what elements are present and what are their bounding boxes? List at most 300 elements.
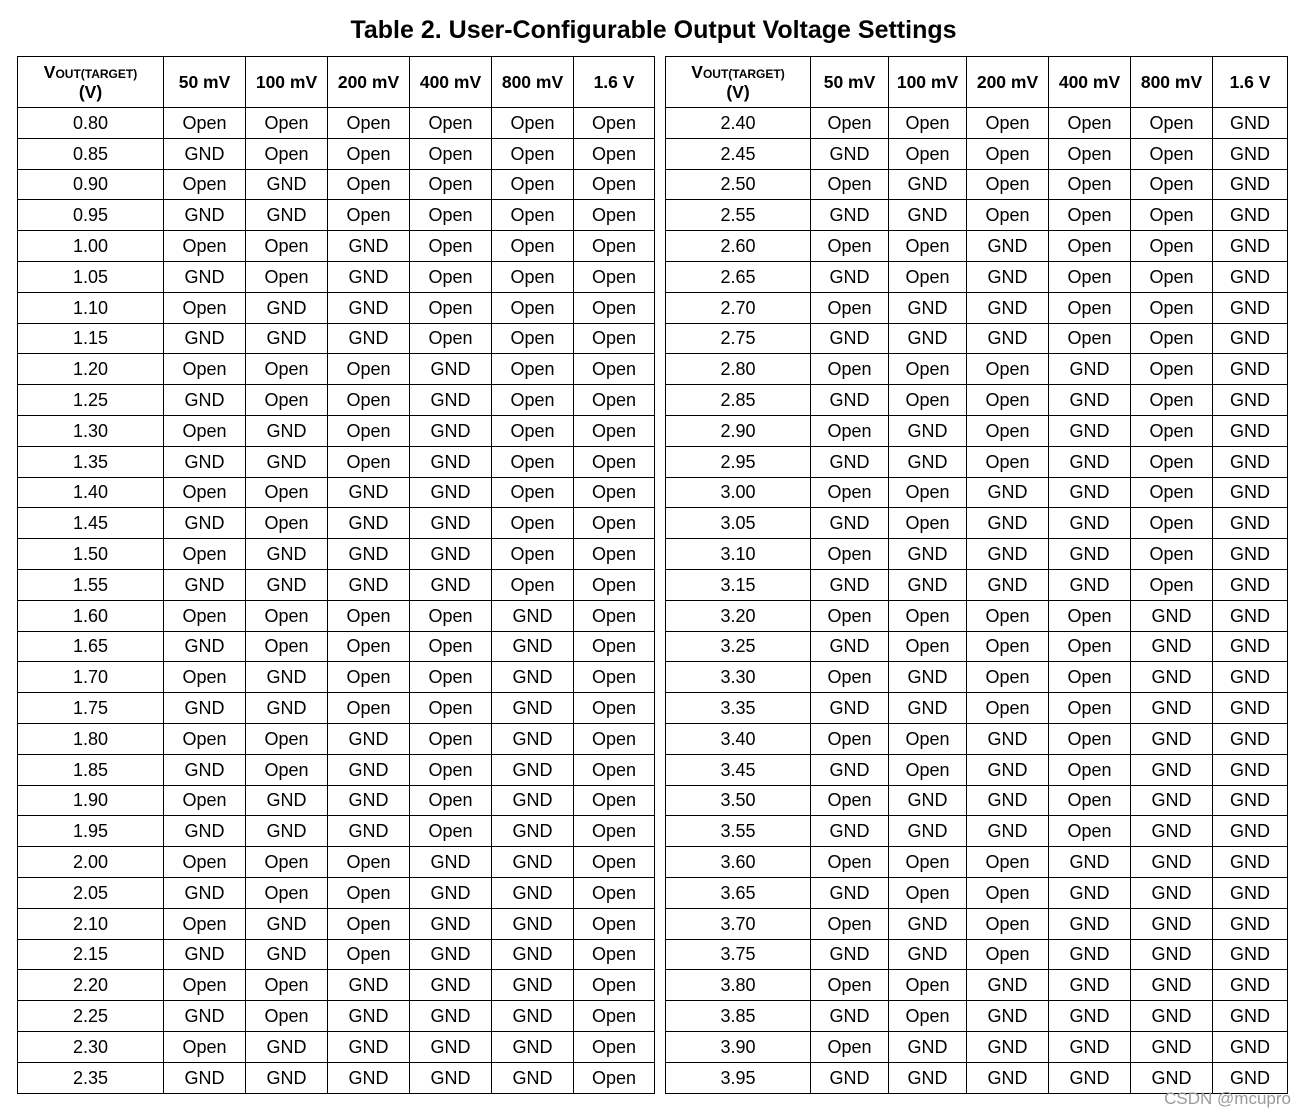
pin-setting-cell: GND [1049,446,1131,477]
vout-value-cell: 3.90 [666,1031,811,1062]
table-row [666,108,1288,139]
table-row [666,723,1288,754]
pin-setting-cell: Open [1049,693,1131,724]
pin-setting-cell: GND [410,970,492,1001]
vout-value-cell: 2.85 [666,385,811,416]
pin-setting-cell: Open [1049,631,1131,662]
pin-setting-cell: GND [492,970,574,1001]
table-row [18,785,655,816]
pin-setting-cell: GND [1213,415,1288,446]
pin-setting-cell: Open [1131,508,1213,539]
pin-setting-cell: GND [1213,569,1288,600]
pin-setting-cell: Open [889,108,967,139]
pin-setting-cell: GND [164,323,246,354]
pin-setting-cell: GND [1049,970,1131,1001]
pin-setting-cell: GND [164,1001,246,1032]
pin-setting-cell: Open [811,600,889,631]
vout-value-cell: 1.30 [18,415,164,446]
vout-value-cell: 3.05 [666,508,811,539]
pin-setting-cell: Open [967,354,1049,385]
vout-value-cell: 1.05 [18,261,164,292]
pin-setting-cell: Open [574,816,655,847]
pin-setting-cell: Open [410,631,492,662]
pin-setting-cell: GND [410,1001,492,1032]
pin-setting-cell: GND [164,939,246,970]
vout-value-cell: 3.85 [666,1001,811,1032]
table-row [666,877,1288,908]
table-row [18,261,655,292]
vout-value-cell: 2.95 [666,446,811,477]
pin-setting-cell: Open [246,385,328,416]
pin-setting-cell: Open [410,138,492,169]
pin-setting-cell: Open [328,631,410,662]
pin-setting-cell: Open [811,292,889,323]
vout-value-cell: 2.70 [666,292,811,323]
pin-setting-cell: Open [574,200,655,231]
table-row [18,138,655,169]
pin-setting-cell: GND [967,477,1049,508]
pin-setting-cell: Open [410,662,492,693]
pin-setting-cell: Open [889,723,967,754]
pin-setting-cell: GND [492,693,574,724]
vout-value-cell: 1.75 [18,693,164,724]
table-row [18,970,655,1001]
pin-setting-cell: Open [811,723,889,754]
pin-setting-cell: Open [574,662,655,693]
pin-setting-cell: Open [328,847,410,878]
vout-target-header [666,57,811,108]
pin-setting-cell: GND [889,816,967,847]
pin-setting-cell: GND [889,539,967,570]
table-row [666,138,1288,169]
pin-setting-cell: Open [574,693,655,724]
table-row [666,292,1288,323]
pin-setting-cell: Open [811,662,889,693]
pin-setting-cell: Open [246,847,328,878]
pin-setting-cell: GND [889,169,967,200]
pin-setting-cell: GND [1131,1031,1213,1062]
pin-setting-cell: Open [574,385,655,416]
pin-setting-cell: Open [1049,138,1131,169]
pin-setting-cell: GND [811,754,889,785]
pin-setting-cell: Open [811,785,889,816]
table-row [18,200,655,231]
pin-setting-cell: Open [492,477,574,508]
pin-setting-cell: GND [1213,200,1288,231]
pin-setting-cell: GND [410,908,492,939]
table-row [18,323,655,354]
pin-setting-cell: Open [811,970,889,1001]
pin-setting-cell: Open [164,1031,246,1062]
vout-value-cell: 1.65 [18,631,164,662]
vout-value-cell: 1.20 [18,354,164,385]
pin-setting-cell: GND [410,539,492,570]
vout-value-cell: 3.95 [666,1062,811,1093]
pin-setting-cell: GND [1213,385,1288,416]
pin-setting-cell: Open [574,477,655,508]
pin-setting-cell: Open [1131,477,1213,508]
pin-setting-cell: GND [1131,1062,1213,1093]
pin-setting-cell: GND [328,1031,410,1062]
pin-setting-cell: Open [246,631,328,662]
pin-setting-cell: GND [246,200,328,231]
pin-setting-cell: GND [410,847,492,878]
pin-setting-cell: GND [1049,1062,1131,1093]
pin-setting-cell: GND [410,939,492,970]
pin-setting-cell: Open [889,477,967,508]
pin-setting-cell: GND [1213,446,1288,477]
pin-setting-cell: GND [811,385,889,416]
table-row [18,939,655,970]
pin-setting-cell: Open [492,261,574,292]
pin-setting-cell: Open [164,477,246,508]
pin-setting-cell: Open [1049,200,1131,231]
pin-setting-cell: Open [967,631,1049,662]
pin-setting-cell: GND [164,261,246,292]
pin-setting-cell: Open [967,908,1049,939]
pin-setting-cell: Open [328,200,410,231]
pin-setting-cell: Open [574,600,655,631]
pin-setting-cell: GND [164,138,246,169]
pin-setting-cell: Open [574,1031,655,1062]
pin-setting-cell: Open [1049,662,1131,693]
table-row [18,600,655,631]
pin-setting-cell: Open [1131,261,1213,292]
pin-setting-cell: Open [246,600,328,631]
pin-setting-cell: Open [492,169,574,200]
vout-value-cell: 2.40 [666,108,811,139]
pin-setting-cell: GND [1049,939,1131,970]
pin-setting-cell: Open [574,1001,655,1032]
pin-setting-cell: Open [574,292,655,323]
pin-setting-cell: Open [1049,231,1131,262]
table-row [666,847,1288,878]
pin-setting-cell: GND [811,816,889,847]
vout-target-header [18,57,164,108]
pin-setting-cell: Open [889,631,967,662]
pin-setting-cell: GND [1131,600,1213,631]
pin-setting-cell: GND [1131,908,1213,939]
pin-setting-cell: GND [889,785,967,816]
vout-value-cell: 3.50 [666,785,811,816]
pin-setting-cell: GND [1049,569,1131,600]
pin-setting-cell: Open [164,723,246,754]
pin-setting-cell: GND [1213,477,1288,508]
pin-setting-cell: Open [492,415,574,446]
pin-setting-cell: Open [967,600,1049,631]
col-header-400mv: 400 mV [410,57,492,108]
table-row [666,385,1288,416]
pin-setting-cell: GND [492,1062,574,1093]
pin-setting-cell: Open [410,816,492,847]
pin-setting-cell: GND [1213,877,1288,908]
pin-setting-cell: Open [164,539,246,570]
pin-setting-cell: Open [889,877,967,908]
vout-value-cell: 2.00 [18,847,164,878]
pin-setting-cell: Open [967,939,1049,970]
vout-value-cell: 0.85 [18,138,164,169]
pin-setting-cell: Open [574,138,655,169]
table-row [18,754,655,785]
table-row [18,385,655,416]
pin-setting-cell: Open [811,539,889,570]
vout-value-cell: 1.25 [18,385,164,416]
vout-value-cell: 2.45 [666,138,811,169]
pin-setting-cell: GND [1213,816,1288,847]
pin-setting-cell: GND [492,1001,574,1032]
pin-setting-cell: GND [328,292,410,323]
pin-setting-cell: Open [574,569,655,600]
pin-setting-cell: GND [328,816,410,847]
pin-setting-cell: Open [1131,385,1213,416]
table-row [18,508,655,539]
pin-setting-cell: GND [246,785,328,816]
pin-setting-cell: GND [1213,292,1288,323]
pin-setting-cell: Open [492,508,574,539]
pin-setting-cell: Open [1131,354,1213,385]
pin-setting-cell: GND [967,323,1049,354]
pin-setting-cell: GND [811,569,889,600]
pin-setting-cell: GND [410,446,492,477]
vout-value-cell: 2.65 [666,261,811,292]
pin-setting-cell: GND [967,1031,1049,1062]
left-table-body [18,108,655,1094]
pin-setting-cell: Open [328,169,410,200]
pin-setting-cell: GND [967,231,1049,262]
table-row [666,693,1288,724]
vout-value-cell: 2.55 [666,200,811,231]
pin-setting-cell: GND [1213,723,1288,754]
pin-setting-cell: Open [1131,169,1213,200]
pin-setting-cell: GND [246,169,328,200]
vout-symbol: V [691,62,703,82]
pin-setting-cell: GND [328,754,410,785]
table-row [666,1001,1288,1032]
pin-setting-cell: Open [574,939,655,970]
table-row [18,477,655,508]
pin-setting-cell: Open [246,970,328,1001]
pin-setting-cell: Open [574,169,655,200]
right-table-body [666,108,1288,1094]
table-row [666,939,1288,970]
pin-setting-cell: Open [574,847,655,878]
vout-value-cell: 3.45 [666,754,811,785]
pin-setting-cell: Open [1131,569,1213,600]
vout-value-cell: 0.95 [18,200,164,231]
pin-setting-cell: GND [889,1062,967,1093]
vout-value-cell: 1.45 [18,508,164,539]
pin-setting-cell: GND [164,816,246,847]
pin-setting-cell: GND [1131,970,1213,1001]
pin-setting-cell: Open [410,261,492,292]
pin-setting-cell: GND [246,292,328,323]
vout-value-cell: 1.60 [18,600,164,631]
table-row [18,169,655,200]
vout-value-cell: 2.25 [18,1001,164,1032]
pin-setting-cell: Open [967,877,1049,908]
pin-setting-cell: GND [164,446,246,477]
vout-value-cell: 1.40 [18,477,164,508]
pin-setting-cell: GND [246,569,328,600]
pin-setting-cell: GND [889,415,967,446]
pin-setting-cell: GND [1049,1001,1131,1032]
pin-setting-cell: Open [967,415,1049,446]
pin-setting-cell: Open [574,631,655,662]
vout-subscript: OUT(TARGET) [55,67,138,81]
pin-setting-cell: GND [967,816,1049,847]
pin-setting-cell: Open [164,354,246,385]
vout-unit: (V) [726,82,750,102]
pin-setting-cell: GND [811,200,889,231]
pin-setting-cell: GND [328,1062,410,1093]
pin-setting-cell: Open [328,138,410,169]
vout-value-cell: 1.80 [18,723,164,754]
pin-setting-cell: Open [328,662,410,693]
pin-setting-cell: Open [328,415,410,446]
pin-setting-cell: Open [410,785,492,816]
pin-setting-cell: GND [1213,693,1288,724]
vout-value-cell: 2.75 [666,323,811,354]
pin-setting-cell: GND [328,569,410,600]
pin-setting-cell: Open [967,200,1049,231]
pin-setting-cell: GND [811,877,889,908]
table-row [18,446,655,477]
pin-setting-cell: Open [1049,723,1131,754]
pin-setting-cell: Open [164,908,246,939]
pin-setting-cell: Open [811,108,889,139]
pin-setting-cell: Open [492,292,574,323]
pin-setting-cell: GND [889,693,967,724]
pin-setting-cell: Open [328,600,410,631]
pin-setting-cell: Open [1049,785,1131,816]
pin-setting-cell: Open [1131,138,1213,169]
pin-setting-cell: GND [967,1001,1049,1032]
pin-setting-cell: Open [328,446,410,477]
pin-setting-cell: Open [1049,323,1131,354]
pin-setting-cell: Open [328,354,410,385]
table-row [666,508,1288,539]
vout-symbol: V [43,62,56,82]
pin-setting-cell: Open [492,539,574,570]
vout-value-cell: 2.80 [666,354,811,385]
pin-setting-cell: Open [246,261,328,292]
vout-value-cell: 3.20 [666,600,811,631]
table-row [666,908,1288,939]
pin-setting-cell: GND [164,385,246,416]
pin-setting-cell: GND [246,662,328,693]
table-row [666,200,1288,231]
pin-setting-cell: Open [811,231,889,262]
vout-unit: (V) [78,82,103,102]
pin-setting-cell: GND [410,1062,492,1093]
pin-setting-cell: GND [410,508,492,539]
col-header-200mv: 200 mV [328,57,410,108]
table-row [666,1031,1288,1062]
pin-setting-cell: Open [967,169,1049,200]
col-header-1-6v: 1.6 V [1213,57,1288,108]
vout-subscript: OUT(TARGET) [702,67,785,81]
pin-setting-cell: GND [1213,169,1288,200]
pin-setting-cell: Open [574,970,655,1001]
pin-setting-cell: GND [328,1001,410,1032]
pin-setting-cell: GND [1131,847,1213,878]
vout-value-cell: 1.95 [18,816,164,847]
voltage-table-right [665,56,1288,1094]
pin-setting-cell: Open [1131,231,1213,262]
pin-setting-cell: Open [1049,600,1131,631]
table-row [18,354,655,385]
pin-setting-cell: Open [574,1062,655,1093]
vout-value-cell: 2.30 [18,1031,164,1062]
pin-setting-cell: GND [811,939,889,970]
pin-setting-cell: Open [574,754,655,785]
pin-setting-cell: GND [889,200,967,231]
pin-setting-cell: Open [574,539,655,570]
pin-setting-cell: GND [1213,631,1288,662]
pin-setting-cell: Open [164,600,246,631]
pin-setting-cell: Open [410,200,492,231]
pin-setting-cell: GND [1049,877,1131,908]
table-row [666,354,1288,385]
pin-setting-cell: GND [410,385,492,416]
pin-setting-cell: GND [1049,539,1131,570]
pin-setting-cell: GND [1131,785,1213,816]
pin-setting-cell: Open [574,785,655,816]
vout-value-cell: 3.10 [666,539,811,570]
pin-setting-cell: Open [492,108,574,139]
vout-value-cell: 0.90 [18,169,164,200]
table-row [18,693,655,724]
pin-setting-cell: GND [164,631,246,662]
pin-setting-cell: Open [967,385,1049,416]
pin-setting-cell: GND [164,877,246,908]
vout-value-cell: 3.80 [666,970,811,1001]
pin-setting-cell: GND [1049,1031,1131,1062]
col-header-100mv: 100 mV [246,57,328,108]
pin-setting-cell: Open [164,169,246,200]
pin-setting-cell: GND [1131,693,1213,724]
pin-setting-cell: Open [1131,108,1213,139]
pin-setting-cell: GND [328,785,410,816]
vout-value-cell: 2.20 [18,970,164,1001]
pin-setting-cell: GND [889,1031,967,1062]
pin-setting-cell: GND [246,415,328,446]
table-row [666,323,1288,354]
pin-setting-cell: GND [1213,261,1288,292]
vout-value-cell: 1.15 [18,323,164,354]
pin-setting-cell: Open [967,693,1049,724]
table-row [666,600,1288,631]
vout-value-cell: 3.00 [666,477,811,508]
table-row [18,816,655,847]
pin-setting-cell: GND [967,261,1049,292]
pin-setting-cell: GND [1213,1031,1288,1062]
vout-value-cell: 0.80 [18,108,164,139]
pin-setting-cell: GND [1049,908,1131,939]
vout-value-cell: 2.35 [18,1062,164,1093]
vout-value-cell: 1.70 [18,662,164,693]
pin-setting-cell: Open [246,1001,328,1032]
pin-setting-cell: Open [410,754,492,785]
pin-setting-cell: Open [1049,169,1131,200]
pin-setting-cell: GND [1213,1062,1288,1093]
col-header-100mv: 100 mV [889,57,967,108]
pin-setting-cell: GND [889,662,967,693]
pin-setting-cell: Open [246,508,328,539]
pin-setting-cell: GND [246,446,328,477]
pin-setting-cell: GND [1131,631,1213,662]
pin-setting-cell: GND [1131,877,1213,908]
